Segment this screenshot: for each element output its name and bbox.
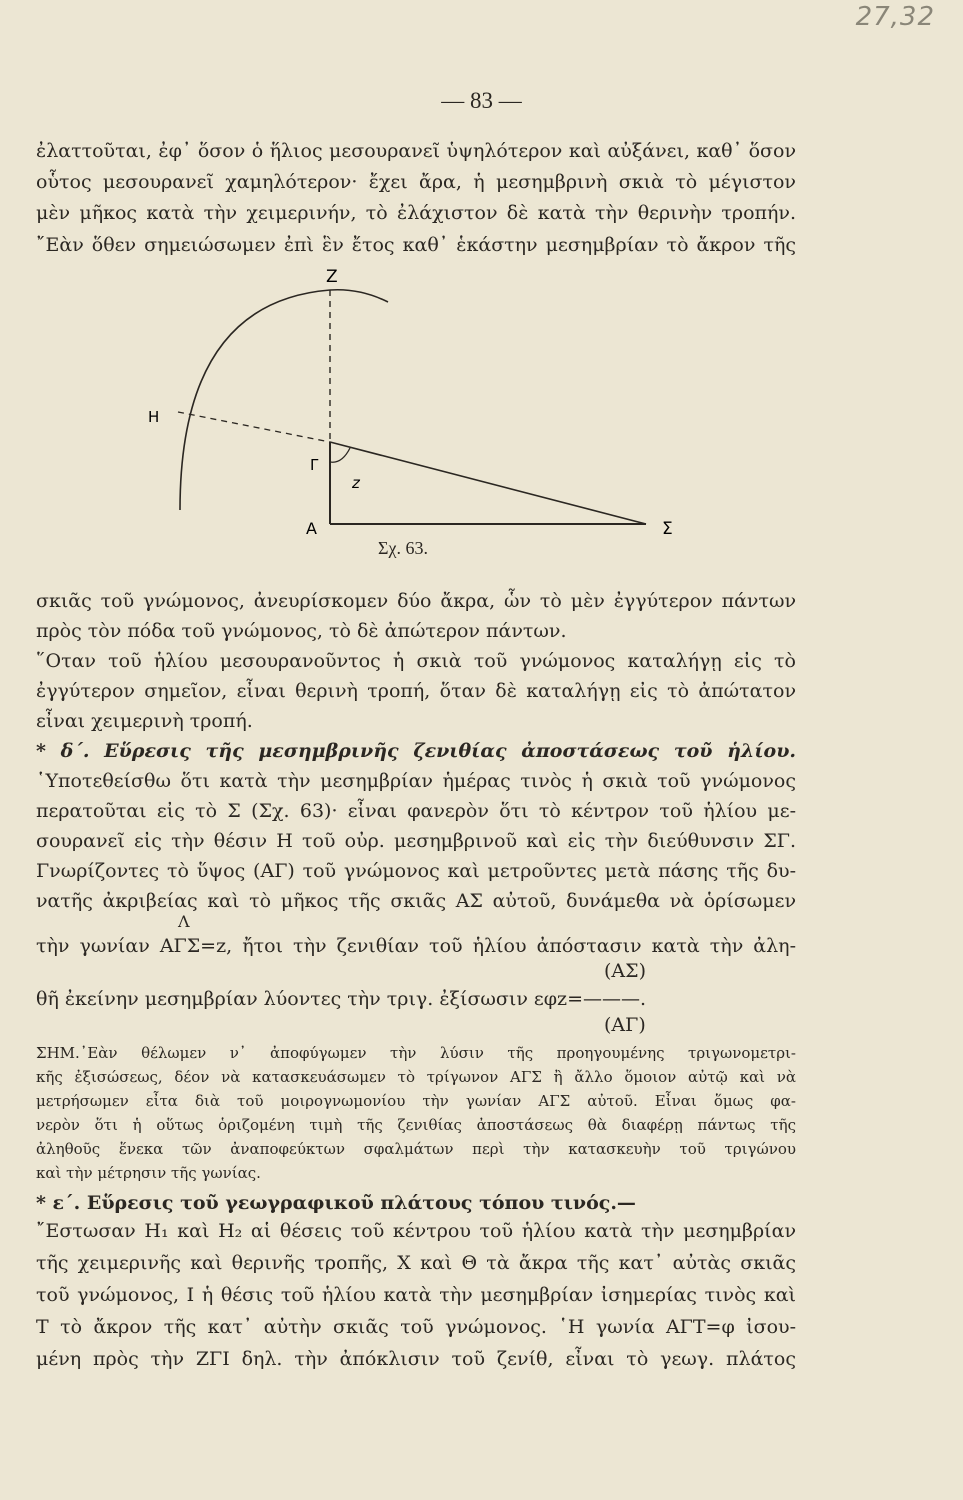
text-line: ἐλαττοῦται, ἐφ᾿ ὅσον ὁ ἥλιος μεσουρανεῖ ὑψηλότερον καὶ αὐξάνει, καθ᾿ ὅσον	[36, 140, 796, 162]
text-line: θῆ ἐκείνην μεσημβρίαν λύοντες τὴν τριγ. ἐξίσωσιν εφz=———.	[36, 988, 647, 1010]
text-line: Τ τὸ ἄκρον τῆς κατ᾿ αὐτὴν σκιᾶς τοῦ γνώμονος. ῾Η γωνία ΑΓΤ=φ ἰσου-	[36, 1316, 796, 1338]
note-line: κῆς ἐξισώσεως, δέον νὰ κατασκευάσωμεν τὸ τρίγωνον ΑΓΣ ἢ ἄλλο ὅμοιον αὐτῷ καὶ νὰ	[36, 1068, 796, 1086]
sun-ray-line	[330, 442, 646, 524]
text-line: σκιᾶς τοῦ γνώμονος, ἀνευρίσκομεν δύο ἄκρα, ὧν τὸ μὲν ἐγγύτερον πάντων	[36, 590, 796, 612]
note-line: ἀληθοῦς ἕνεκα τῶν ἀναποφεύκτων σφαλμάτων περὶ τὴν κατασκευὴν τοῦ τριγώνου	[36, 1140, 796, 1158]
text-line: μὲν μῆκος κατὰ τὴν χειμερινήν, τὸ ἐλάχιστον δὲ κατὰ τὴν θερινὴν τροπήν.	[36, 202, 796, 224]
text-line: ῎Εστωσαν Η₁ καὶ Η₂ αἱ θέσεις τοῦ κέντρου τοῦ ἡλίου κατὰ τὴν μεσημβρίαν	[36, 1220, 796, 1242]
note-line: νερὸν ὅτι ἡ οὕτως ὁριζομένη τιμὴ τῆς ζενιθίας ἀποστάσεως θὰ διαφέρῃ πάντως τῆς	[36, 1116, 796, 1134]
text-line: πρὸς τὸν πόδα τοῦ γνώμονος, τὸ δὲ ἀπώτερον πάντων.	[36, 620, 567, 642]
handwritten-note: 27,32	[855, 2, 935, 32]
angle-arc	[330, 448, 350, 462]
text-line: μένη πρὸς τὴν ΖΓΙ δηλ. τὴν ἀπόκλισιν τοῦ ζενίθ, εἶναι τὸ γεωγ. πλάτος	[36, 1348, 796, 1370]
section-heading: * ε΄. Εὕρεσις τοῦ γεωγραφικοῦ πλάτους τόπου τινός.—	[36, 1192, 636, 1214]
label-a: A	[306, 519, 317, 538]
label-h: H	[148, 408, 160, 426]
fraction-numerator: (ΑΣ)	[604, 960, 646, 982]
text-line: ῎Εὰν ὅθεν σημειώσωμεν ἐπὶ ἓν ἔτος καθ᾿ ἑκάστην μεσημβρίαν τὸ ἄκρον τῆς	[36, 234, 796, 256]
section-heading: * δ΄. Εὕρεσις τῆς μεσημβρινῆς ζενιθίας ἀποστάσεως τοῦ ἡλίου.	[36, 740, 796, 762]
text-line: ῞Οταν τοῦ ἡλίου μεσουρανοῦντος ἡ σκιὰ τοῦ γνώμονος καταλήγῃ εἰς τὸ	[36, 650, 796, 672]
text-line: εἶναι χειμερινὴ τροπή.	[36, 710, 253, 732]
label-sigma: Σ	[662, 519, 673, 539]
page-number: — 83 —	[441, 88, 522, 113]
text-line: σουρανεῖ εἰς τὴν θέσιν Η τοῦ οὐρ. μεσημβρινοῦ καὶ εἰς τὴν διεύθυνσιν ΣΓ.	[36, 830, 796, 852]
meridian-arc-top	[330, 290, 388, 302]
text-line: τοῦ γνώμονος, Ι ἡ θέσις τοῦ ἡλίου κατὰ τὴν μεσημβρίαν ἰσημερίας τινὸς καὶ	[36, 1284, 796, 1306]
note-line: μετρήσωμεν εἶτα διὰ τοῦ μοιρογνωμονίου τὴν γωνίαν ΑΓΣ αὐτοῦ. Εἶναι ὅμως φα-	[36, 1092, 796, 1110]
label-gamma: Γ	[310, 456, 319, 474]
figure-63-diagram	[140, 262, 700, 562]
text-line: περατοῦται εἰς τὸ Σ (Σχ. 63)· εἶναι φανερὸν ὅτι τὸ κέντρον τοῦ ἡλίου με-	[36, 800, 796, 822]
fraction-denominator: (ΑΓ)	[604, 1014, 646, 1036]
text-line: ἐγγύτερον σημεῖον, εἶναι θερινὴ τροπή, ὅταν δὲ καταλήγῃ εἰς τὸ ἀπώτατον	[36, 680, 796, 702]
text-line: τὴν γωνίαν ΑΓΣ=z, ἤτοι τὴν ζενιθίαν τοῦ ἡλίου ἀπόστασιν κατὰ τὴν ἀλη-	[36, 935, 796, 957]
note-line: καὶ τὴν μέτρησιν τῆς γωνίας.	[36, 1164, 261, 1182]
text-line: νατῆς ἀκριβείας καὶ τὸ μῆκος τῆς σκιᾶς ΑΣ αὐτοῦ, δυνάμεθα νὰ ὁρίσωμεν	[36, 890, 796, 912]
label-z-upper: Z	[326, 267, 338, 287]
figure-caption: Σχ. 63.	[378, 538, 428, 558]
text-line: ῾Υποτεθείσθω ὅτι κατὰ τὴν μεσημβρίαν ἡμέρας τινὸς ἡ σκιὰ τοῦ γνώμονος	[36, 770, 796, 792]
text-line: Γνωρίζοντες τὸ ὕψος (ΑΓ) τοῦ γνώμονος καὶ μετροῦντες μετὰ πάσης τῆς δυ-	[36, 860, 796, 882]
angle-mark: Λ	[178, 912, 190, 931]
meridian-arc	[180, 290, 330, 510]
note-line: ΣΗΜ.᾿Εὰν θέλωμεν ν᾿ ἀποφύγωμεν τὴν λύσιν τῆς προηγουμένης τριγωνομετρι-	[36, 1044, 796, 1062]
text-line: οὗτος μεσουρανεῖ χαμηλότερον· ἔχει ἄρα, ἡ μεσημβρινὴ σκιὰ τὸ μέγιστον	[36, 171, 796, 193]
text-line: τῆς χειμερινῆς καὶ θερινῆς τροπῆς, Χ καὶ Θ τὰ ἄκρα τῆς κατ᾿ αὐτὰς σκιᾶς	[36, 1252, 796, 1274]
sun-direction-line	[178, 412, 330, 442]
label-z-angle: z	[352, 474, 360, 492]
